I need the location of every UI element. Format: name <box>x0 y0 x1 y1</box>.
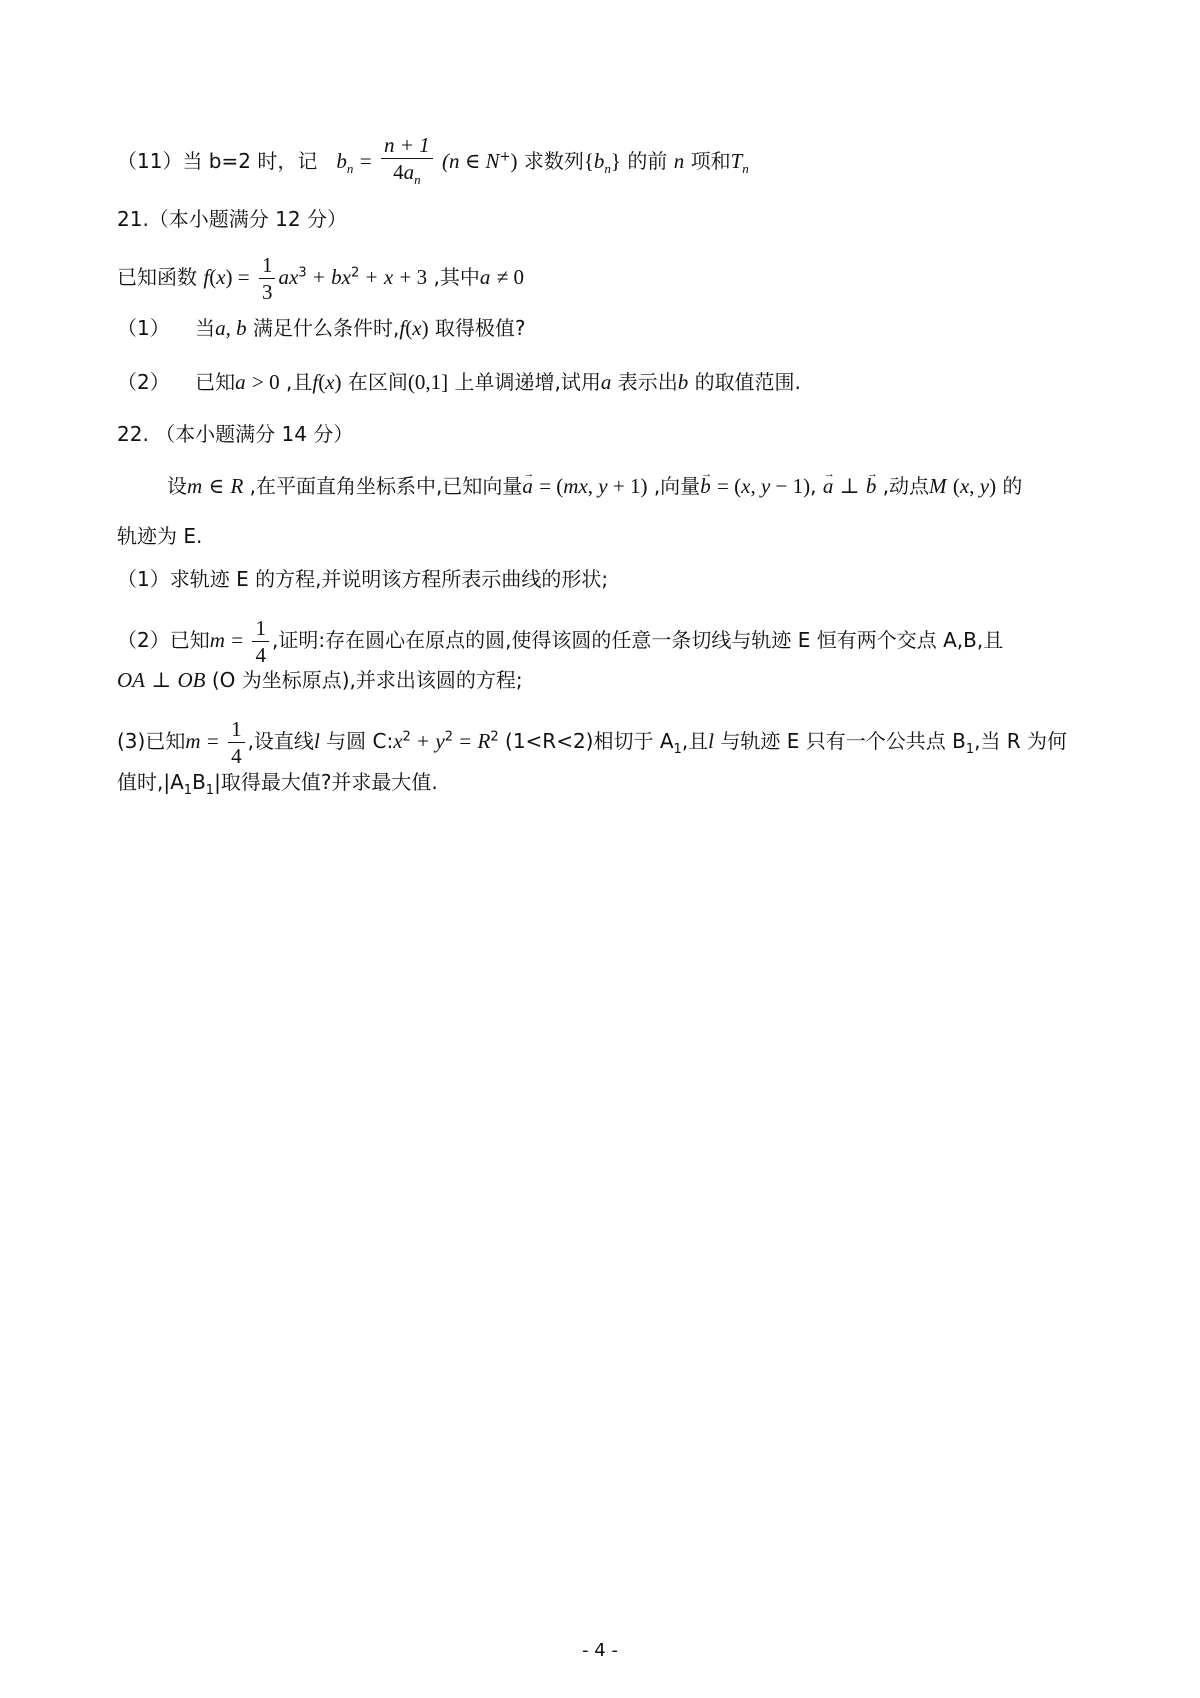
q22-part2-line2: OA ⊥ OB (O 为坐标原点),并求出该圆的方程; <box>117 668 523 692</box>
one-third-fraction: $\frac{1}{3}$ <box>259 252 276 305</box>
q22-header: 22. （本小题满分 14 分） <box>117 422 354 446</box>
q22-part2-line1: （2）已知m = $\frac{1}{4}$ ,证明:存在圆心在原点的圆,使得该圆的任意一条切线与轨迹 E 恒有两个交点 A,B,且 <box>117 616 1004 667</box>
q21-part1: （1） 当a, b 满足什么条件时,f(x) 取得极值? <box>117 316 526 340</box>
q22-part3-line1: (3)已知m = $\frac{1}{4}$ ,设直线l 与圆 $C:x^2 + y^2 = R^2$ (1<R<2)相切于 $A_1$,且l 与轨迹 E 只有一个公共点 $B_1$,当 R 为何 <box>117 717 1068 768</box>
q22-part1: （1）求轨迹 E 的方程,并说明该方程所表示曲线的形状; <box>117 567 609 591</box>
q21-intro-line: 已知函数 f(x) = $\frac{1}{3}$ $ax^3 + bx^2 + x + 3$ ,其中a ≠ 0 <box>117 253 524 304</box>
q20-part2-line: （11）当 b=2 时，记 $b_n$ = $\frac{n + 1}{4a_n}$ (n ∈ N+) 求数列$\{b_n\}$ 的前 n 项和$T_n$ <box>117 132 749 193</box>
q21-part2: （2） 已知a > 0 ,且f(x) 在区间(0,1] 上单调递增,试用a 表示出b 的取值范围. <box>117 370 801 394</box>
q22-stem-line1: 设m ∈ R ,在平面直角坐标系中,已知向量→ a = (mx, y + 1) ,向量→ b = (x, y − 1), → a ⊥ → b ,动点M (x, y) 的 <box>167 472 1022 500</box>
page-number: - 4 - <box>582 1640 618 1661</box>
q21-header: 21.（本小题满分 12 分） <box>117 207 347 231</box>
q20-part2-prefix: （11）当 b=2 时，记 <box>117 149 318 174</box>
bn-fraction: $\frac{n + 1}{4a_n}$ <box>381 132 433 193</box>
one-fourth-fraction-2: $\frac{1}{4}$ <box>228 716 245 769</box>
one-fourth-fraction: $\frac{1}{4}$ <box>252 615 269 668</box>
q22-stem-line2: 轨迹为 E. <box>117 524 203 548</box>
q22-part3-line2: 值时$,|A_1B_1|$取得最大值?并求最大值. <box>117 770 438 798</box>
